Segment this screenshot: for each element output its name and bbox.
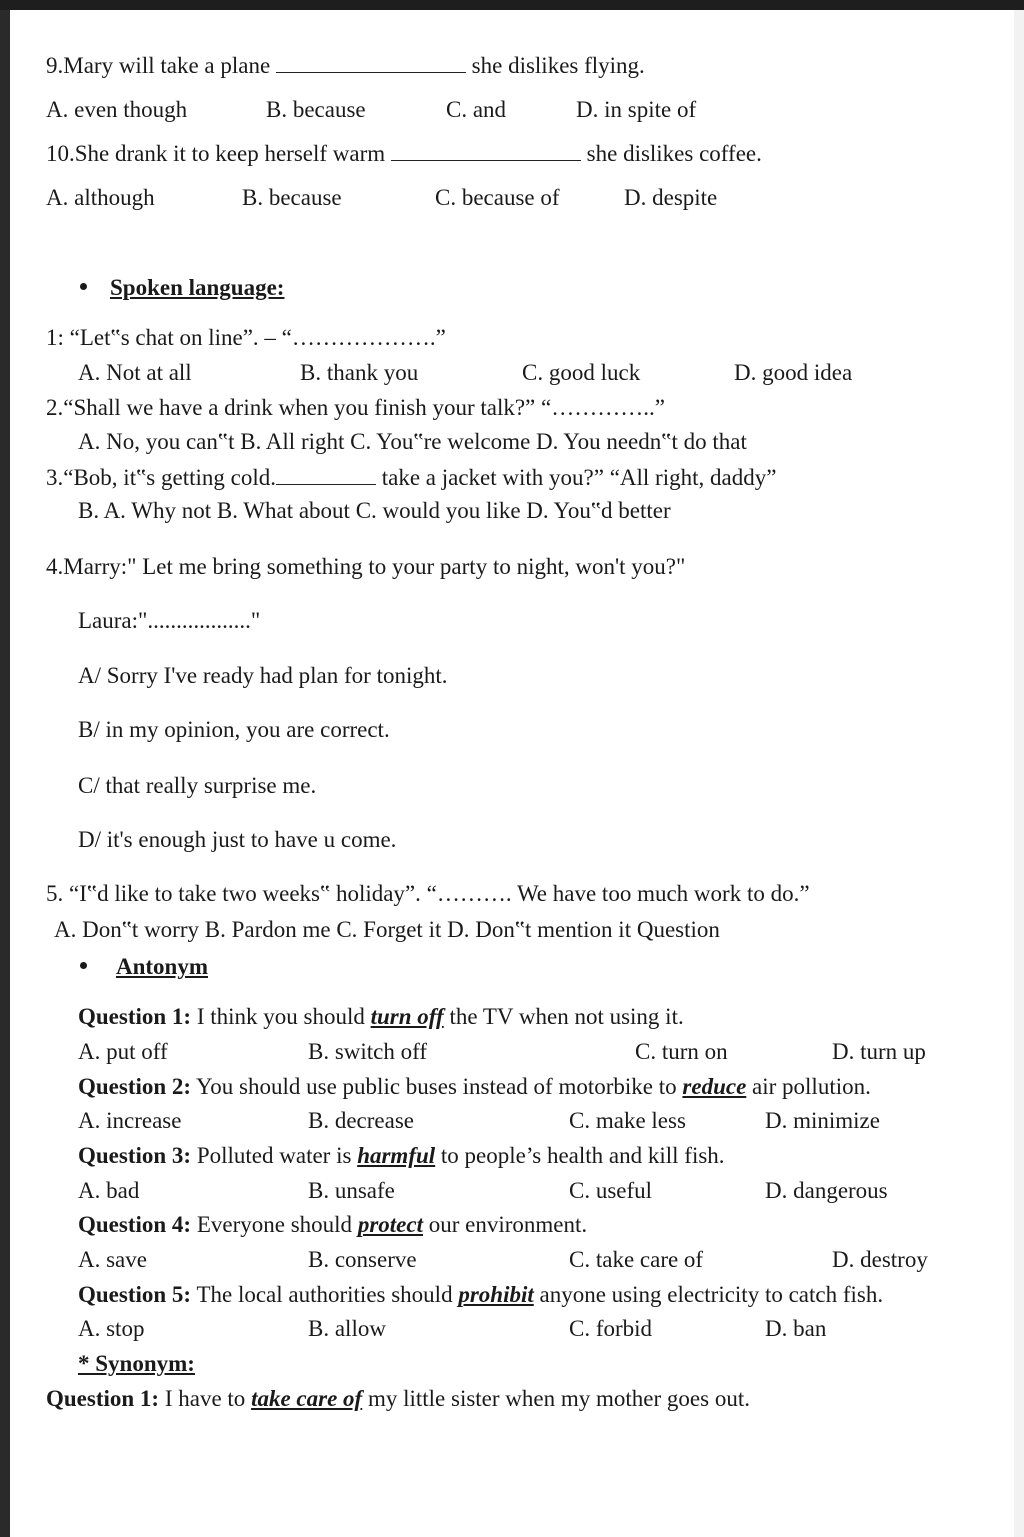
stem-text: air pollution. [752,1074,871,1099]
q9-option-b: B. because [266,97,366,122]
answer-blank [276,466,376,485]
stem-text: I think you should [196,1004,365,1029]
key-word: prohibit [458,1282,534,1307]
q9-option-d: D. in spite of [576,97,697,122]
question-label: Question 4: [78,1212,192,1237]
q10-stem-part-a: 10.She drank it to keep herself warm [46,141,386,166]
spoken-q1-option-b: B. thank you [300,360,419,385]
spoken-language-heading: Spoken language: [110,275,285,300]
stem-text: Everyone should [196,1212,353,1237]
q10-option-c: C. because of [435,185,560,210]
spoken-q3-stem [46,466,776,489]
antonym-q1-option-d: D. turn up [832,1039,926,1064]
antonym-q3-option-a: A. bad [78,1178,140,1203]
antonym-q1-stem [78,1005,684,1028]
antonym-q1-option-a: A. put off [78,1039,168,1064]
bullet-icon [80,962,87,969]
page-right-edge [1014,10,1024,1537]
antonym-q2-stem [78,1075,871,1098]
q10-stem-part-b: she dislikes coffee. [586,141,762,166]
question-9-stem [46,54,645,77]
answer-blank [391,142,581,161]
question-label: Question 1: [78,1004,192,1029]
antonym-q5-option-c: C. forbid [569,1316,653,1341]
antonym-q2-option-c: C. make less [569,1108,686,1133]
stem-text: the TV when not using it. [449,1004,684,1029]
antonym-q5-option-d: D. ban [765,1316,827,1341]
spoken-q3-stem-part-a: 3.“Bob, it‟s getting cold. [46,465,276,490]
q10-option-d: D. despite [624,185,718,210]
spoken-q4-reply: Laura:".................." [78,608,261,633]
antonym-q5-stem [78,1283,883,1306]
window-top-bar [0,0,1024,10]
antonym-q2-option-d: D. minimize [765,1108,880,1133]
antonym-q2-option-a: A. increase [78,1108,182,1133]
antonym-q5-option-a: A. stop [78,1316,145,1341]
spoken-q3-options: B. A. Why not B. What about C. would you like D. You‟d better [78,498,671,523]
stem-text: Polluted water is [196,1143,352,1168]
spoken-q2-options: A. No, you can‟t B. All right C. You‟re welcome D. You needn‟t do that [78,429,747,454]
key-word: turn off [370,1004,444,1029]
question-label: Question 5: [78,1282,192,1307]
antonym-heading: Antonym [116,954,209,979]
spoken-q1-option-d: D. good idea [734,360,853,385]
bullet-icon [80,283,87,290]
answer-blank [276,54,466,73]
antonym-q4-option-d: D. destroy [832,1247,928,1272]
stem-text: You should use public buses instead of motorbike to [196,1074,677,1099]
spoken-q1-option-c: C. good luck [522,360,641,385]
spoken-q1-option-a: A. Not at all [78,360,192,385]
question-label: Question 2: [78,1074,192,1099]
antonym-q4-option-a: A. save [78,1247,147,1272]
stem-text: I have to [164,1386,246,1411]
stem-text: anyone using electricity to catch fish. [539,1282,884,1307]
stem-text: our environment. [428,1212,588,1237]
key-word: take care of [251,1386,363,1411]
spoken-q4-option-c: C/ that really surprise me. [78,773,317,798]
antonym-q4-stem [78,1213,587,1236]
antonym-q3-option-b: B. unsafe [308,1178,395,1203]
question-10-stem [46,142,762,165]
q9-option-a: A. even though [46,97,188,122]
q9-option-c: C. and [446,97,507,122]
spoken-q5-stem: 5. “I‟d like to take two weeks‟ holiday”. “………. We have too much work to do.” [46,881,810,906]
key-word: protect [357,1212,423,1237]
spoken-q4-option-b: B/ in my opinion, you are correct. [78,717,390,742]
spoken-q1-stem: 1: “Let‟s chat on line”. – “……………….” [46,325,446,350]
synonym-q1-stem [46,1387,750,1410]
antonym-q3-stem [78,1144,725,1167]
stem-text: to people’s health and kill fish. [440,1143,725,1168]
question-label: Question 1: [46,1386,160,1411]
key-word: reduce [682,1074,747,1099]
stem-text: my little sister when my mother goes out. [367,1386,750,1411]
spoken-q4-option-d: D/ it's enough just to have u come. [78,827,397,852]
antonym-q5-option-b: B. allow [308,1316,386,1341]
antonym-q2-option-b: B. decrease [308,1108,414,1133]
q10-option-b: B. because [242,185,342,210]
spoken-q3-stem-part-b: take a jacket with you?” “All right, daddy” [381,465,777,490]
key-word: harmful [357,1143,436,1168]
spoken-q2-stem: 2.“Shall we have a drink when you finish your talk?” “…………..” [46,395,665,420]
synonym-heading: * Synonym: [78,1351,195,1376]
spoken-q5-options: A. Don‟t worry B. Pardon me C. Forget it D. Don‟t mention it Question [54,917,720,942]
spoken-q4-option-a: A/ Sorry I've ready had plan for tonight. [78,663,448,688]
q9-stem-part-b: she dislikes flying. [471,53,645,78]
antonym-q3-option-c: C. useful [569,1178,653,1203]
stem-text: The local authorities should [196,1282,453,1307]
antonym-q1-option-b: B. switch off [308,1039,428,1064]
antonym-q1-option-c: C. turn on [635,1039,728,1064]
q10-option-a: A. although [46,185,155,210]
q9-stem-part-a: 9.Mary will take a plane [46,53,271,78]
antonym-q4-option-b: B. conserve [308,1247,417,1272]
question-label: Question 3: [78,1143,192,1168]
spoken-q4-stem: 4.Marry:" Let me bring something to your party to night, won't you?" [46,554,686,579]
antonym-q3-option-d: D. dangerous [765,1178,888,1203]
antonym-q4-option-c: C. take care of [569,1247,704,1272]
